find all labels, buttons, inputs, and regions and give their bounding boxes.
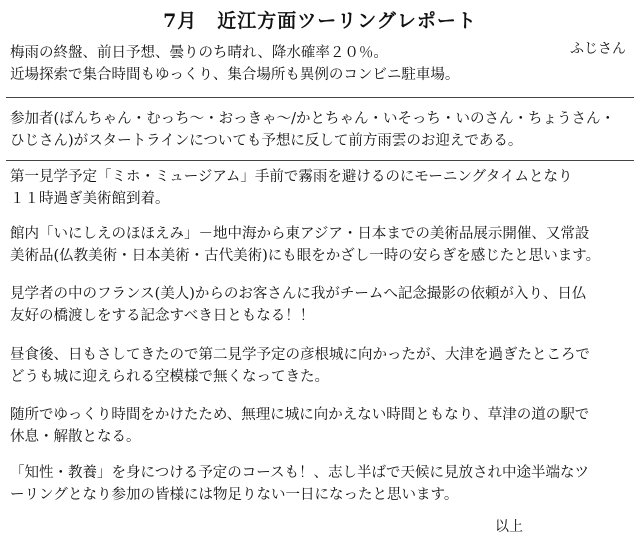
closing-mark: 以上: [495, 519, 523, 535]
paragraph-weather: [10, 42, 635, 86]
paragraph-line: どうも城に迎えられる空模様で無くなってきた。: [10, 369, 329, 385]
paragraph-line: 近場探索で集合時間もゆっくり、集合場所も異例のコンビニ駐車場。: [10, 67, 460, 83]
paragraph-line: 参加者(ばんちゃん・むっち～・おっきゃ～/かとちゃん・いそっち・いのさん・ちょうさん・: [10, 111, 616, 127]
paragraph-line: ひじさん)がスタートラインについても予想に反して前方雨雲のお迎えである。: [10, 133, 523, 149]
page-title: 7月 近江方面ツーリングレポート: [163, 10, 477, 32]
paragraph-french-visitor: [10, 283, 635, 327]
paragraph-line: 昼食後、日もさしてきたので第二見学予定の彦根城に向かったが、大津を過ぎたところで: [10, 347, 590, 363]
author-name: ふじさん: [570, 41, 626, 57]
paragraph-exhibition: [10, 223, 635, 267]
paragraph-dismissal: [10, 404, 635, 448]
paragraph-line: 第一見学予定「ミホ・ミュージアム」手前で霧雨を避けるのにモーニングタイムとなり: [10, 169, 573, 185]
paragraph-line: １１時過ぎ美術館到着。: [10, 191, 170, 207]
divider: [6, 160, 634, 161]
divider: [6, 97, 634, 98]
paragraph-conclusion: [10, 462, 635, 506]
paragraph-hikone-castle: [10, 344, 635, 388]
paragraph-participants: [10, 108, 635, 152]
paragraph-line: 「知性・教養」を身につける予定のコースも！、志し半ばで天候に見放され中途半端なツ: [10, 465, 589, 481]
paragraph-line: 館内「いにしえのほほえみ」－地中海から東アジア・日本までの美術品展示開催、又常設: [10, 226, 590, 242]
paragraph-line: 梅雨の終盤、前日予想、曇りのち晴れ、降水確率２０％。: [10, 45, 388, 61]
paragraph-line: 友好の橋渡しをする記念すべき日ともなる！！: [10, 308, 315, 324]
paragraph-line: 見学者の中のフランス(美人)からのお客さんに我がチームへ記念撮影の依頼が入り、日仏: [10, 286, 587, 302]
paragraph-line: ーリングとなり参加の皆様には物足りない一日になったと思います。: [10, 487, 459, 503]
paragraph-line: 美術品(仏教美術・日本美術・古代美術)にも眼をかざし一時の安らぎを感じたと思います。: [10, 248, 601, 264]
paragraph-museum-arrival: [10, 166, 635, 210]
paragraph-line: 休息・解散となる。: [10, 429, 141, 445]
paragraph-line: 随所でゆっくり時間をかけたため、無理に城に向かえない時間ともなり、草津の道の駅で: [10, 407, 590, 423]
